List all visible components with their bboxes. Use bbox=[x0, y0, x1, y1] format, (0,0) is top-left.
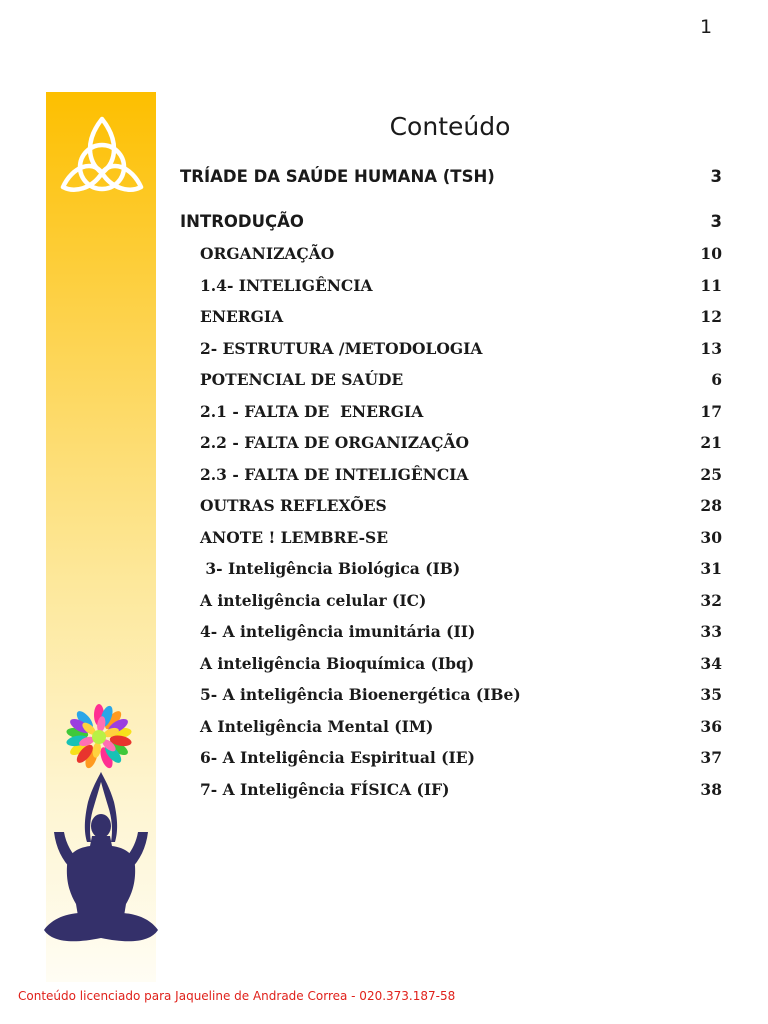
toc-entry[interactable] bbox=[200, 717, 722, 736]
toc-entry-page: 28 bbox=[700, 496, 722, 515]
toc-entry-page: 33 bbox=[700, 622, 722, 641]
page-number: 1 bbox=[700, 16, 713, 38]
toc-entry-label: 4- A inteligência imunitária (II) bbox=[200, 622, 476, 641]
toc-entry[interactable] bbox=[200, 591, 722, 610]
toc-entry-label: 6- A Inteligência Espiritual (IE) bbox=[200, 748, 475, 767]
toc-entry-label: 7- A Inteligência FÍSICA (IF) bbox=[200, 779, 450, 799]
toc-entry-label: 2- ESTRUTURA /METODOLOGIA bbox=[200, 338, 483, 358]
toc-entry-label: POTENCIAL DE SAÚDE bbox=[200, 370, 404, 389]
toc-entry-label: 5- A inteligência Bioenergética (IBe) bbox=[200, 685, 521, 704]
toc-entry-page: 34 bbox=[700, 653, 722, 673]
toc-entry[interactable] bbox=[200, 654, 722, 673]
toc-entry-label: A inteligência celular (IC) bbox=[200, 590, 427, 610]
toc-entry-page: 10 bbox=[700, 244, 722, 263]
toc-entry[interactable] bbox=[200, 339, 722, 358]
toc-entry-page: 32 bbox=[700, 590, 722, 610]
toc-entry-label: ENERGIA bbox=[200, 307, 284, 326]
toc-entry-label: 2.2 - FALTA DE ORGANIZAÇÃO bbox=[200, 433, 469, 452]
toc-entry[interactable] bbox=[200, 622, 722, 641]
toc-entry-page: 11 bbox=[700, 275, 722, 295]
toc-entry[interactable] bbox=[200, 307, 722, 326]
toc-entry[interactable] bbox=[200, 370, 722, 389]
toc-entry-page: 36 bbox=[700, 716, 722, 736]
toc-entry[interactable] bbox=[200, 496, 722, 515]
toc-entry-page: 31 bbox=[700, 559, 722, 578]
toc-entry-page: 37 bbox=[700, 748, 722, 767]
toc-entry[interactable] bbox=[200, 465, 722, 484]
toc-entry-page: 30 bbox=[700, 527, 722, 547]
license-footer: Conteúdo licenciado para Jaqueline de Andrade Correa - 020.373.187-58 bbox=[18, 989, 456, 1003]
toc-entry-page: 35 bbox=[700, 685, 722, 704]
toc-entry-page: 13 bbox=[700, 338, 722, 358]
toc-entry[interactable] bbox=[200, 559, 722, 578]
toc-entry-label: A inteligência Bioquímica (Ibq) bbox=[200, 653, 475, 673]
toc-entry-page: 21 bbox=[700, 433, 722, 452]
triquetra-icon bbox=[58, 115, 146, 197]
toc-entry-label: 3- Inteligência Biológica (IB) bbox=[200, 559, 461, 578]
toc-entry[interactable] bbox=[180, 212, 722, 231]
flower-icon bbox=[64, 704, 134, 770]
toc-entry-label: 2.3 - FALTA DE INTELIGÊNCIA bbox=[200, 464, 469, 484]
toc-entry-page: 25 bbox=[700, 464, 722, 484]
toc-entry-page: 3 bbox=[710, 212, 722, 231]
toc-entry-page: 17 bbox=[700, 401, 722, 421]
meditation-figure-icon bbox=[40, 770, 164, 946]
toc-entry-label: INTRODUÇÃO bbox=[180, 212, 304, 231]
toc-entry[interactable] bbox=[200, 402, 722, 421]
toc-entry-label: 1.4- INTELIGÊNCIA bbox=[200, 275, 373, 295]
toc-entry[interactable] bbox=[180, 167, 722, 186]
toc-entry[interactable] bbox=[200, 685, 722, 704]
toc-entry-label: TRÍADE DA SAÚDE HUMANA (TSH) bbox=[180, 167, 495, 186]
toc-entry-page: 3 bbox=[710, 167, 722, 186]
toc-entry[interactable] bbox=[200, 433, 722, 452]
toc-title: Conteúdo bbox=[389, 112, 511, 141]
toc-entry-page: 6 bbox=[711, 370, 722, 389]
toc-entry-label: 2.1 - FALTA DE ENERGIA bbox=[200, 401, 424, 421]
toc-entry[interactable] bbox=[200, 276, 722, 295]
toc-entry-page: 12 bbox=[700, 307, 722, 326]
toc-entry-label: OUTRAS REFLEXÕES bbox=[200, 496, 387, 515]
toc-entry[interactable] bbox=[200, 244, 722, 263]
toc-entry-label: A Inteligência Mental (IM) bbox=[200, 716, 434, 736]
toc-entry[interactable] bbox=[200, 748, 722, 767]
toc-entry-label: ORGANIZAÇÃO bbox=[200, 244, 335, 263]
toc-entry[interactable] bbox=[200, 780, 722, 799]
toc-entry[interactable] bbox=[200, 528, 722, 547]
toc-entry-page: 38 bbox=[700, 779, 722, 799]
toc-entry-label: ANOTE ! LEMBRE-SE bbox=[200, 527, 389, 547]
